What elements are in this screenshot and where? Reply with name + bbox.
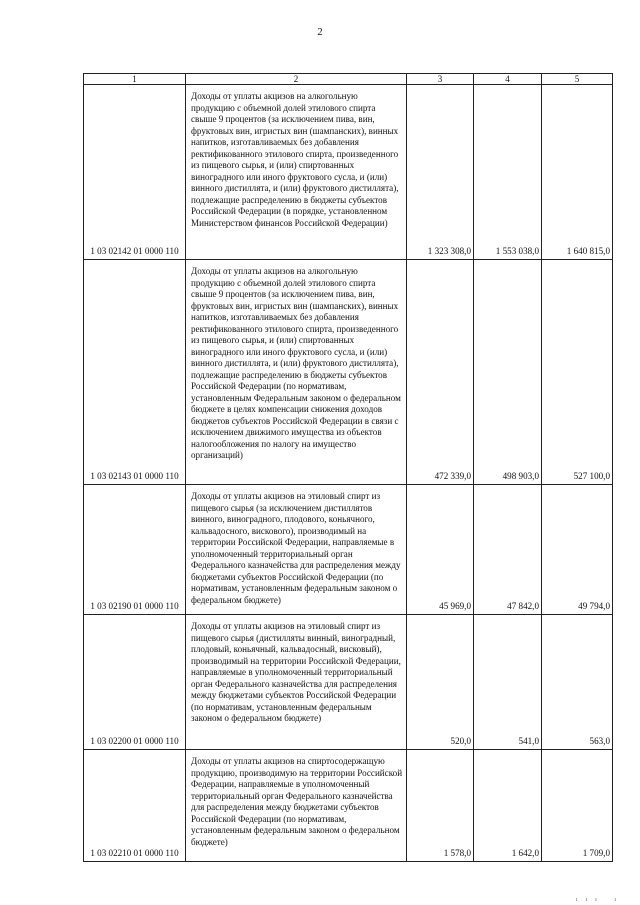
- revenue-description: Доходы от уплаты акцизов на алкогольную продукцию с объемной долей этилового спирта свыше 9 процентов (за исключением пива, вин, фруктовых вин, игристых вин (шампанских), винных напитков, изготавливаемых без добавления ректификованного этилового спирта, произведенного из пищевого сырья, и (или) спиртованных виноградного или иного фруктового сусла, и (или) винного дистиллята, и (или) фруктового дистиллята), подлежащие распределению в бюджеты субъектов Российской Федерации (по нормативам, установленным Федеральным законом о федеральном бюджете в целях компенсации снижения доходов бюджетов субъектов Российской Федерации в связи с исключением движимого имущества из объектов налогообложения по налогу на имущество организаций): [186, 260, 407, 485]
- amount-col3: 45 969,0: [407, 485, 474, 615]
- amount-col5: 563,0: [542, 615, 613, 750]
- budget-revenue-table: [83, 73, 613, 862]
- budget-code: 1 03 02142 01 0000 110: [84, 85, 186, 260]
- amount-col4: 1 553 038,0: [474, 85, 542, 260]
- revenue-description: Доходы от уплаты акцизов на этиловый спирт из пищевого сырья (дистилляты винный, виноградный, плодовый, коньячный, кальвадосный, висковый), производимый на территории Российской Федерации, направляемые в уполномоченный территориальный орган Федерального казначейства для распределения между бюджетами субъектов Российской Федерации (по нормативам, установленным федеральным законом о федеральном бюджете): [186, 615, 407, 750]
- page-number: 2: [317, 27, 323, 38]
- amount-col3: 1 323 308,0: [407, 85, 474, 260]
- table-row: [84, 615, 613, 750]
- column-header: 2: [186, 74, 407, 85]
- budget-code: 1 03 02190 01 0000 110: [84, 485, 186, 615]
- amount-col3: 472 339,0: [407, 260, 474, 485]
- amount-col5: 1 709,0: [542, 750, 613, 862]
- budget-code: 1 03 02210 01 0000 110: [84, 750, 186, 862]
- column-header: 4: [474, 74, 542, 85]
- revenue-description: Доходы от уплаты акцизов на спиртосодержащую продукцию, производимую на территории Российской Федерации, направляемые в уполномоченный территориальный орган Федерального казначейства для распределения между бюджетами субъектов Российской Федерации (по нормативам, установленным федеральным законом о федеральном бюджете): [186, 750, 407, 862]
- column-header: 1: [84, 74, 186, 85]
- table-row: [84, 750, 613, 862]
- column-header: 3: [407, 74, 474, 85]
- amount-col3: 520,0: [407, 615, 474, 750]
- table-row: [84, 85, 613, 260]
- amount-col4: 541,0: [474, 615, 542, 750]
- amount-col5: 49 794,0: [542, 485, 613, 615]
- amount-col4: 47 842,0: [474, 485, 542, 615]
- amount-col4: 498 903,0: [474, 260, 542, 485]
- table-header-row: [84, 74, 613, 85]
- revenue-description: Доходы от уплаты акцизов на алкогольную продукцию с объемной долей этилового спирта свыше 9 процентов (за исключением пива, вин, фруктовых вин, игристых вин (шампанских), винных напитков, изготавливаемых без добавления ректификованного этилового спирта, произведенного из пищевого сырья, и (или) спиртованных виноградного или иного фруктового сусла, и (или) винного дистиллята, и (или) фруктового дистиллята), подлежащие распределению в бюджеты субъектов Российской Федерации (в порядке, установленном Министерством финансов Российской Федерации): [186, 85, 407, 260]
- amount-col4: 1 642,0: [474, 750, 542, 862]
- table-row: [84, 260, 613, 485]
- column-header: 5: [542, 74, 613, 85]
- table-row: [84, 485, 613, 615]
- amount-col5: 527 100,0: [542, 260, 613, 485]
- revenue-description: Доходы от уплаты акцизов на этиловый спирт из пищевого сырья (за исключением дистиллятов винного, виноградного, плодового, коньячного, кальвадосного, вискового), производимый на территории Российской Федерации, направляемые в уполномоченный территориальный орган Федерального казначейства для распределения между бюджетами субъектов Российской Федерации (по нормативам, установленным федеральным законом о федеральном бюджете): [186, 485, 407, 615]
- scan-mark: ııı ı: [575, 897, 624, 903]
- amount-col5: 1 640 815,0: [542, 85, 613, 260]
- budget-code: 1 03 02143 01 0000 110: [84, 260, 186, 485]
- amount-col3: 1 578,0: [407, 750, 474, 862]
- budget-code: 1 03 02200 01 0000 110: [84, 615, 186, 750]
